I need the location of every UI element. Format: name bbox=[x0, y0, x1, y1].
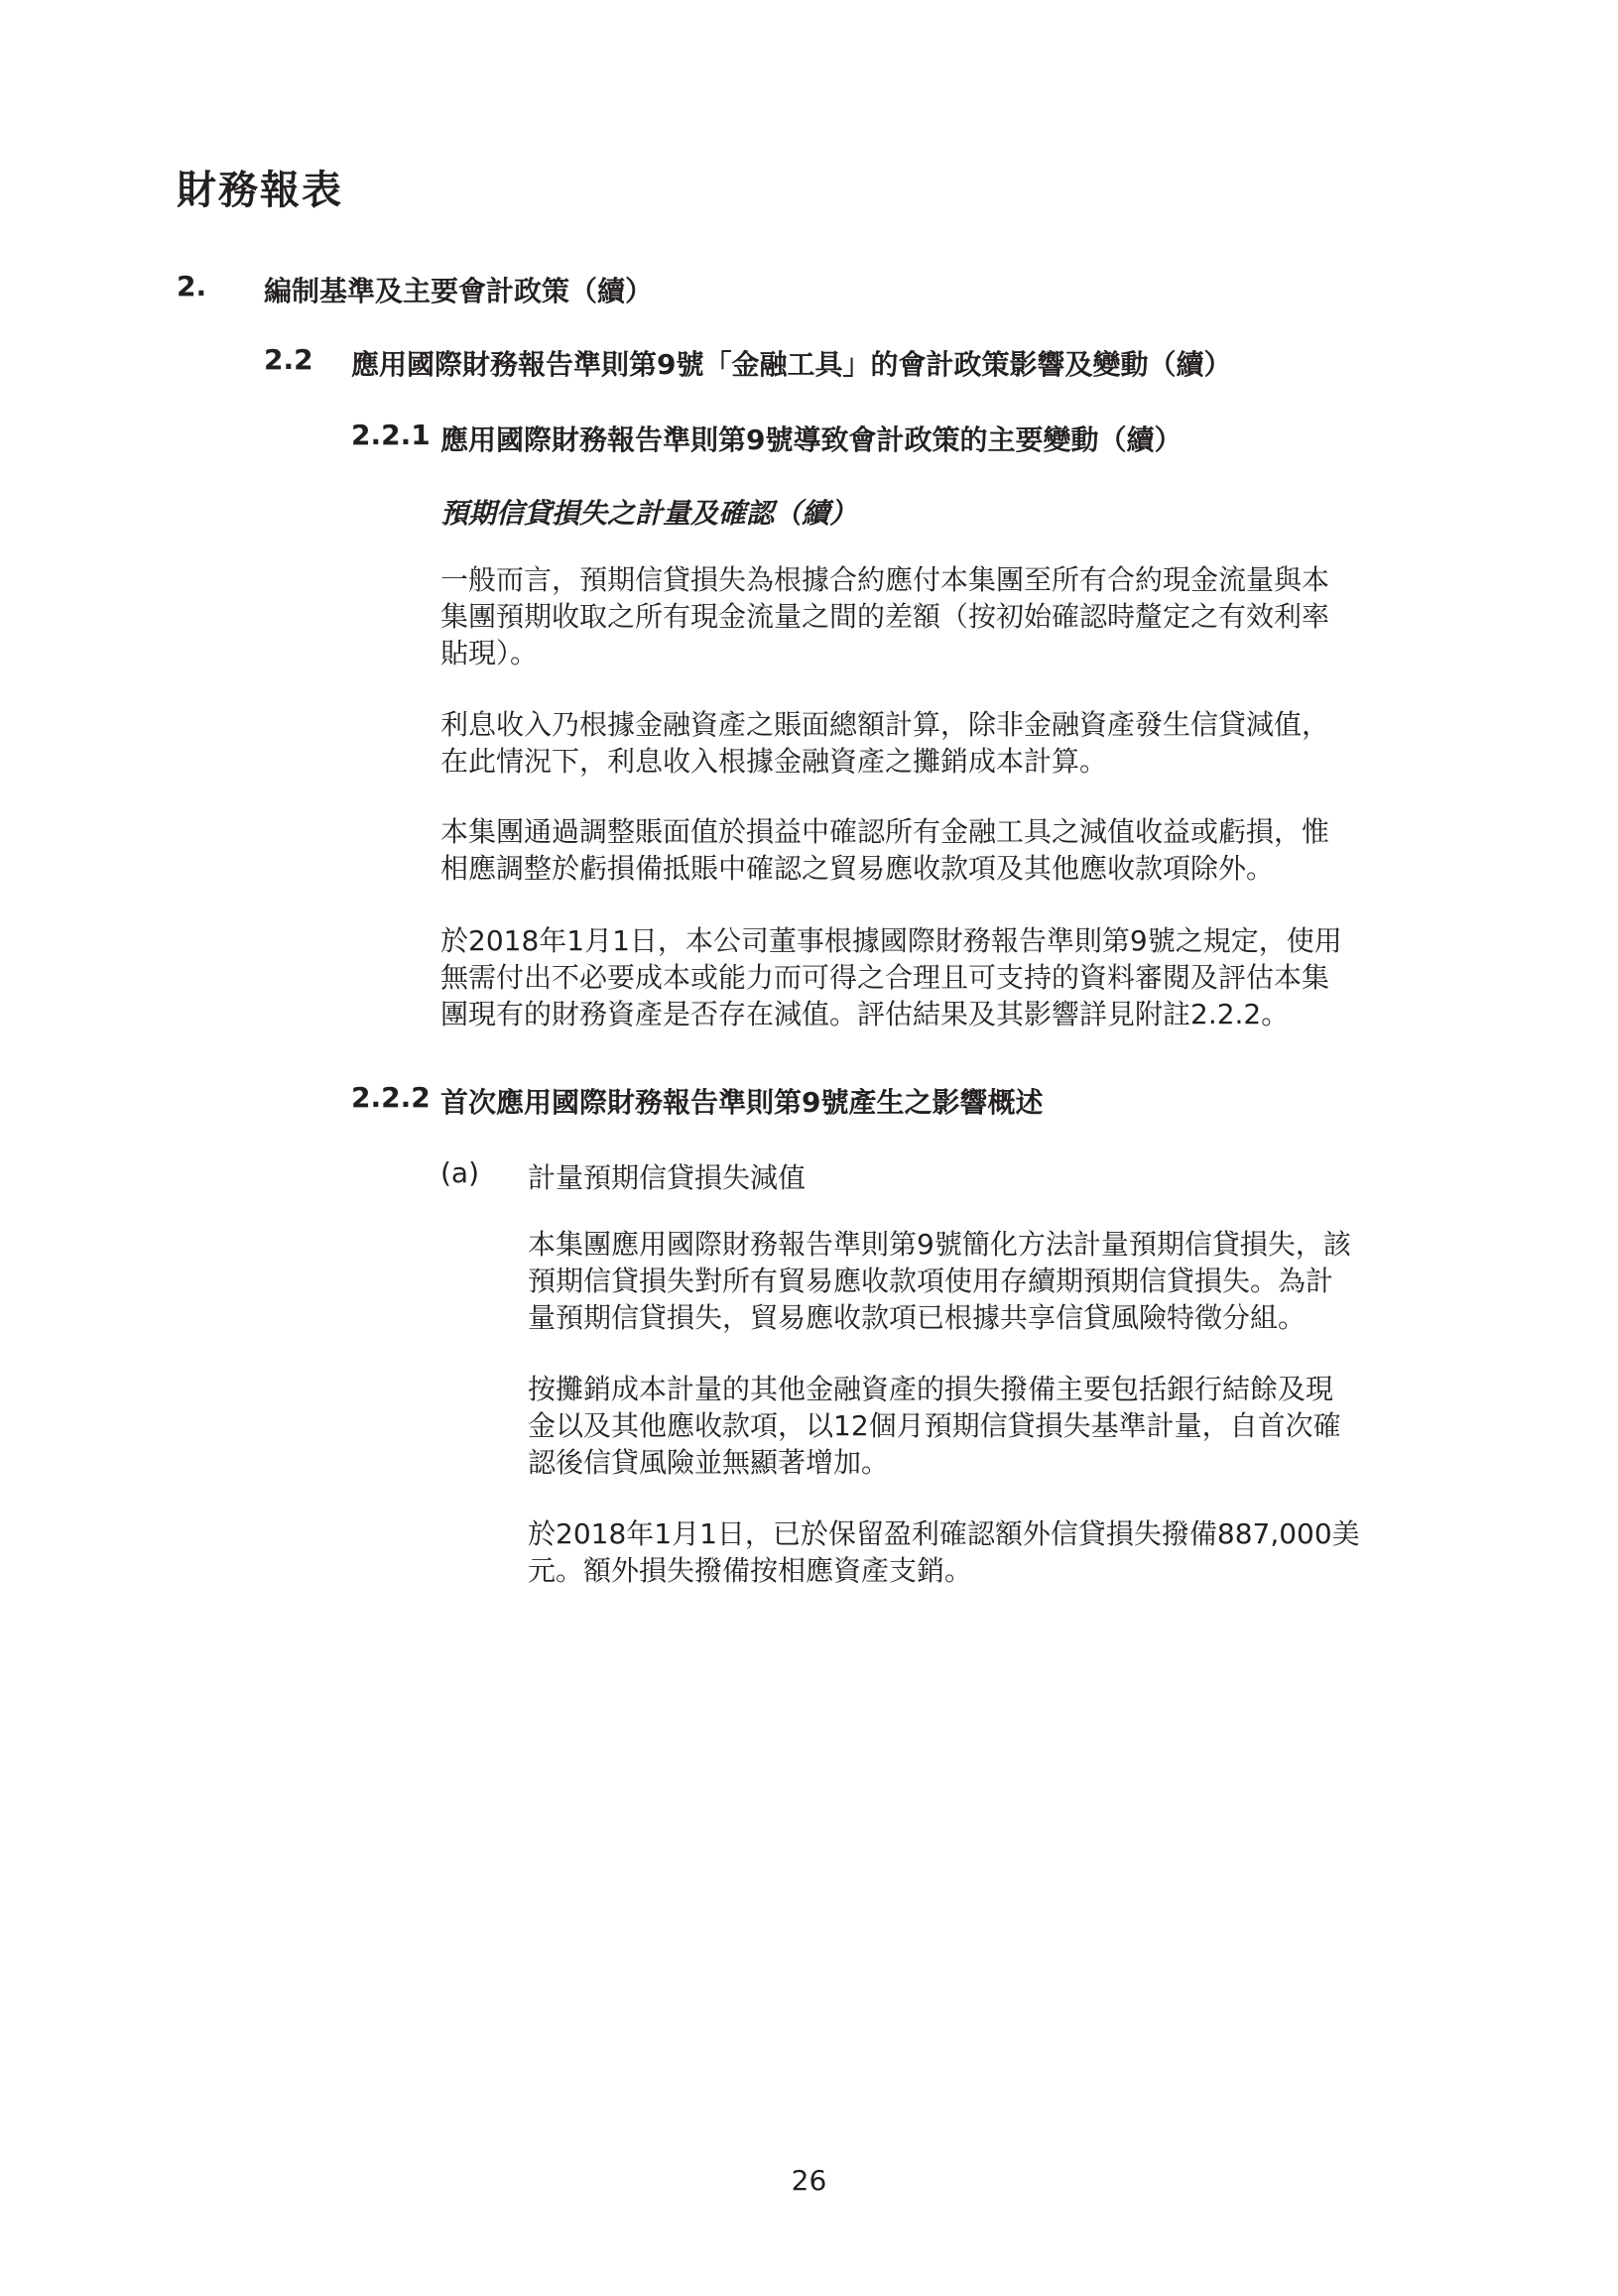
subsubsection-number: 2.2.2 bbox=[351, 1081, 431, 1114]
text-line: 團現有的財務資產是否存在減值。評估結果及其影響詳見附註2.2.2。 bbox=[440, 998, 1290, 1030]
paragraph-assessment bbox=[440, 922, 1342, 1032]
text-line: 在此情況下，利息收入根據金融資產之攤銷成本計算。 bbox=[440, 745, 1108, 778]
text-line: 認後信貸風險並無顯著增加。 bbox=[528, 1446, 890, 1479]
text-line: 量預期信貸損失，貿易應收款項已根據共享信貸風險特徵分組。 bbox=[528, 1301, 1307, 1334]
list-item-label: (a) bbox=[440, 1156, 480, 1189]
paragraph-impairment bbox=[440, 813, 1329, 887]
subsubsection-title: 應用國際財務報告準則第9號導致會計政策的主要變動（續） bbox=[440, 423, 1182, 456]
text-line: 一般而言，預期信貸損失為根據合約應付本集團至所有合約現金流量與本 bbox=[440, 563, 1330, 596]
text-line: 貼現）。 bbox=[440, 637, 539, 669]
section-title: 編制基準及主要會計政策（續） bbox=[264, 275, 654, 307]
list-item-title: 計量預期信貸損失減值 bbox=[528, 1161, 807, 1194]
text-line: 按攤銷成本計量的其他金融資產的損失撥備主要包括銀行結餘及現 bbox=[528, 1373, 1334, 1405]
subsection-title: 應用國際財務報告準則第9號「金融工具」的會計政策影響及變動（續） bbox=[351, 348, 1232, 381]
paragraph-additional-provision bbox=[528, 1515, 1360, 1589]
paragraph-interest-income bbox=[440, 706, 1329, 780]
text-line: 於2018年1月1日，本公司董事根據國際財務報告準則第9號之規定，使用 bbox=[440, 924, 1342, 957]
text-line: 利息收入乃根據金融資產之賬面總額計算，除非金融資產發生信貸減值， bbox=[440, 708, 1330, 741]
section-number: 2. bbox=[177, 270, 207, 302]
text-line: 本集團應用國際財務報告準則第9號簡化方法計量預期信貸損失，該 bbox=[528, 1228, 1351, 1261]
text-line: 元。額外損失撥備按相應資產支銷。 bbox=[528, 1554, 973, 1587]
text-line: 相應調整於虧損備抵賬中確認之貿易應收款項及其他應收款項除外。 bbox=[440, 852, 1275, 885]
text-line: 金以及其他應收款項，以12個月預期信貸損失基準計量，自首次確 bbox=[528, 1409, 1341, 1442]
paragraph-other-assets bbox=[528, 1371, 1341, 1481]
subsubsection-number: 2.2.1 bbox=[351, 419, 431, 451]
text-line: 於2018年1月1日，已於保留盈利確認額外信貸損失撥備887,000美 bbox=[528, 1517, 1360, 1550]
subsubsection-title: 首次應用國際財務報告準則第9號產生之影響概述 bbox=[440, 1086, 1044, 1119]
text-line: 預期信貸損失對所有貿易應收款項使用存續期預期信貸損失。為計 bbox=[528, 1265, 1334, 1297]
ecl-subheading: 預期信貸損失之計量及確認（續） bbox=[440, 497, 858, 530]
page-title: 財務報表 bbox=[177, 168, 343, 213]
text-line: 集團預期收取之所有現金流量之間的差額（按初始確認時釐定之有效利率 bbox=[440, 600, 1330, 633]
paragraph-simplified-approach bbox=[528, 1226, 1351, 1336]
paragraph-ecl-definition bbox=[440, 561, 1329, 671]
page-number: 26 bbox=[791, 2164, 827, 2197]
text-line: 本集團通過調整賬面值於損益中確認所有金融工具之減值收益或虧損，惟 bbox=[440, 815, 1330, 848]
text-line: 無需付出不必要成本或能力而可得之合理且可支持的資料審閱及評估本集 bbox=[440, 961, 1330, 994]
subsection-number: 2.2 bbox=[264, 343, 313, 376]
